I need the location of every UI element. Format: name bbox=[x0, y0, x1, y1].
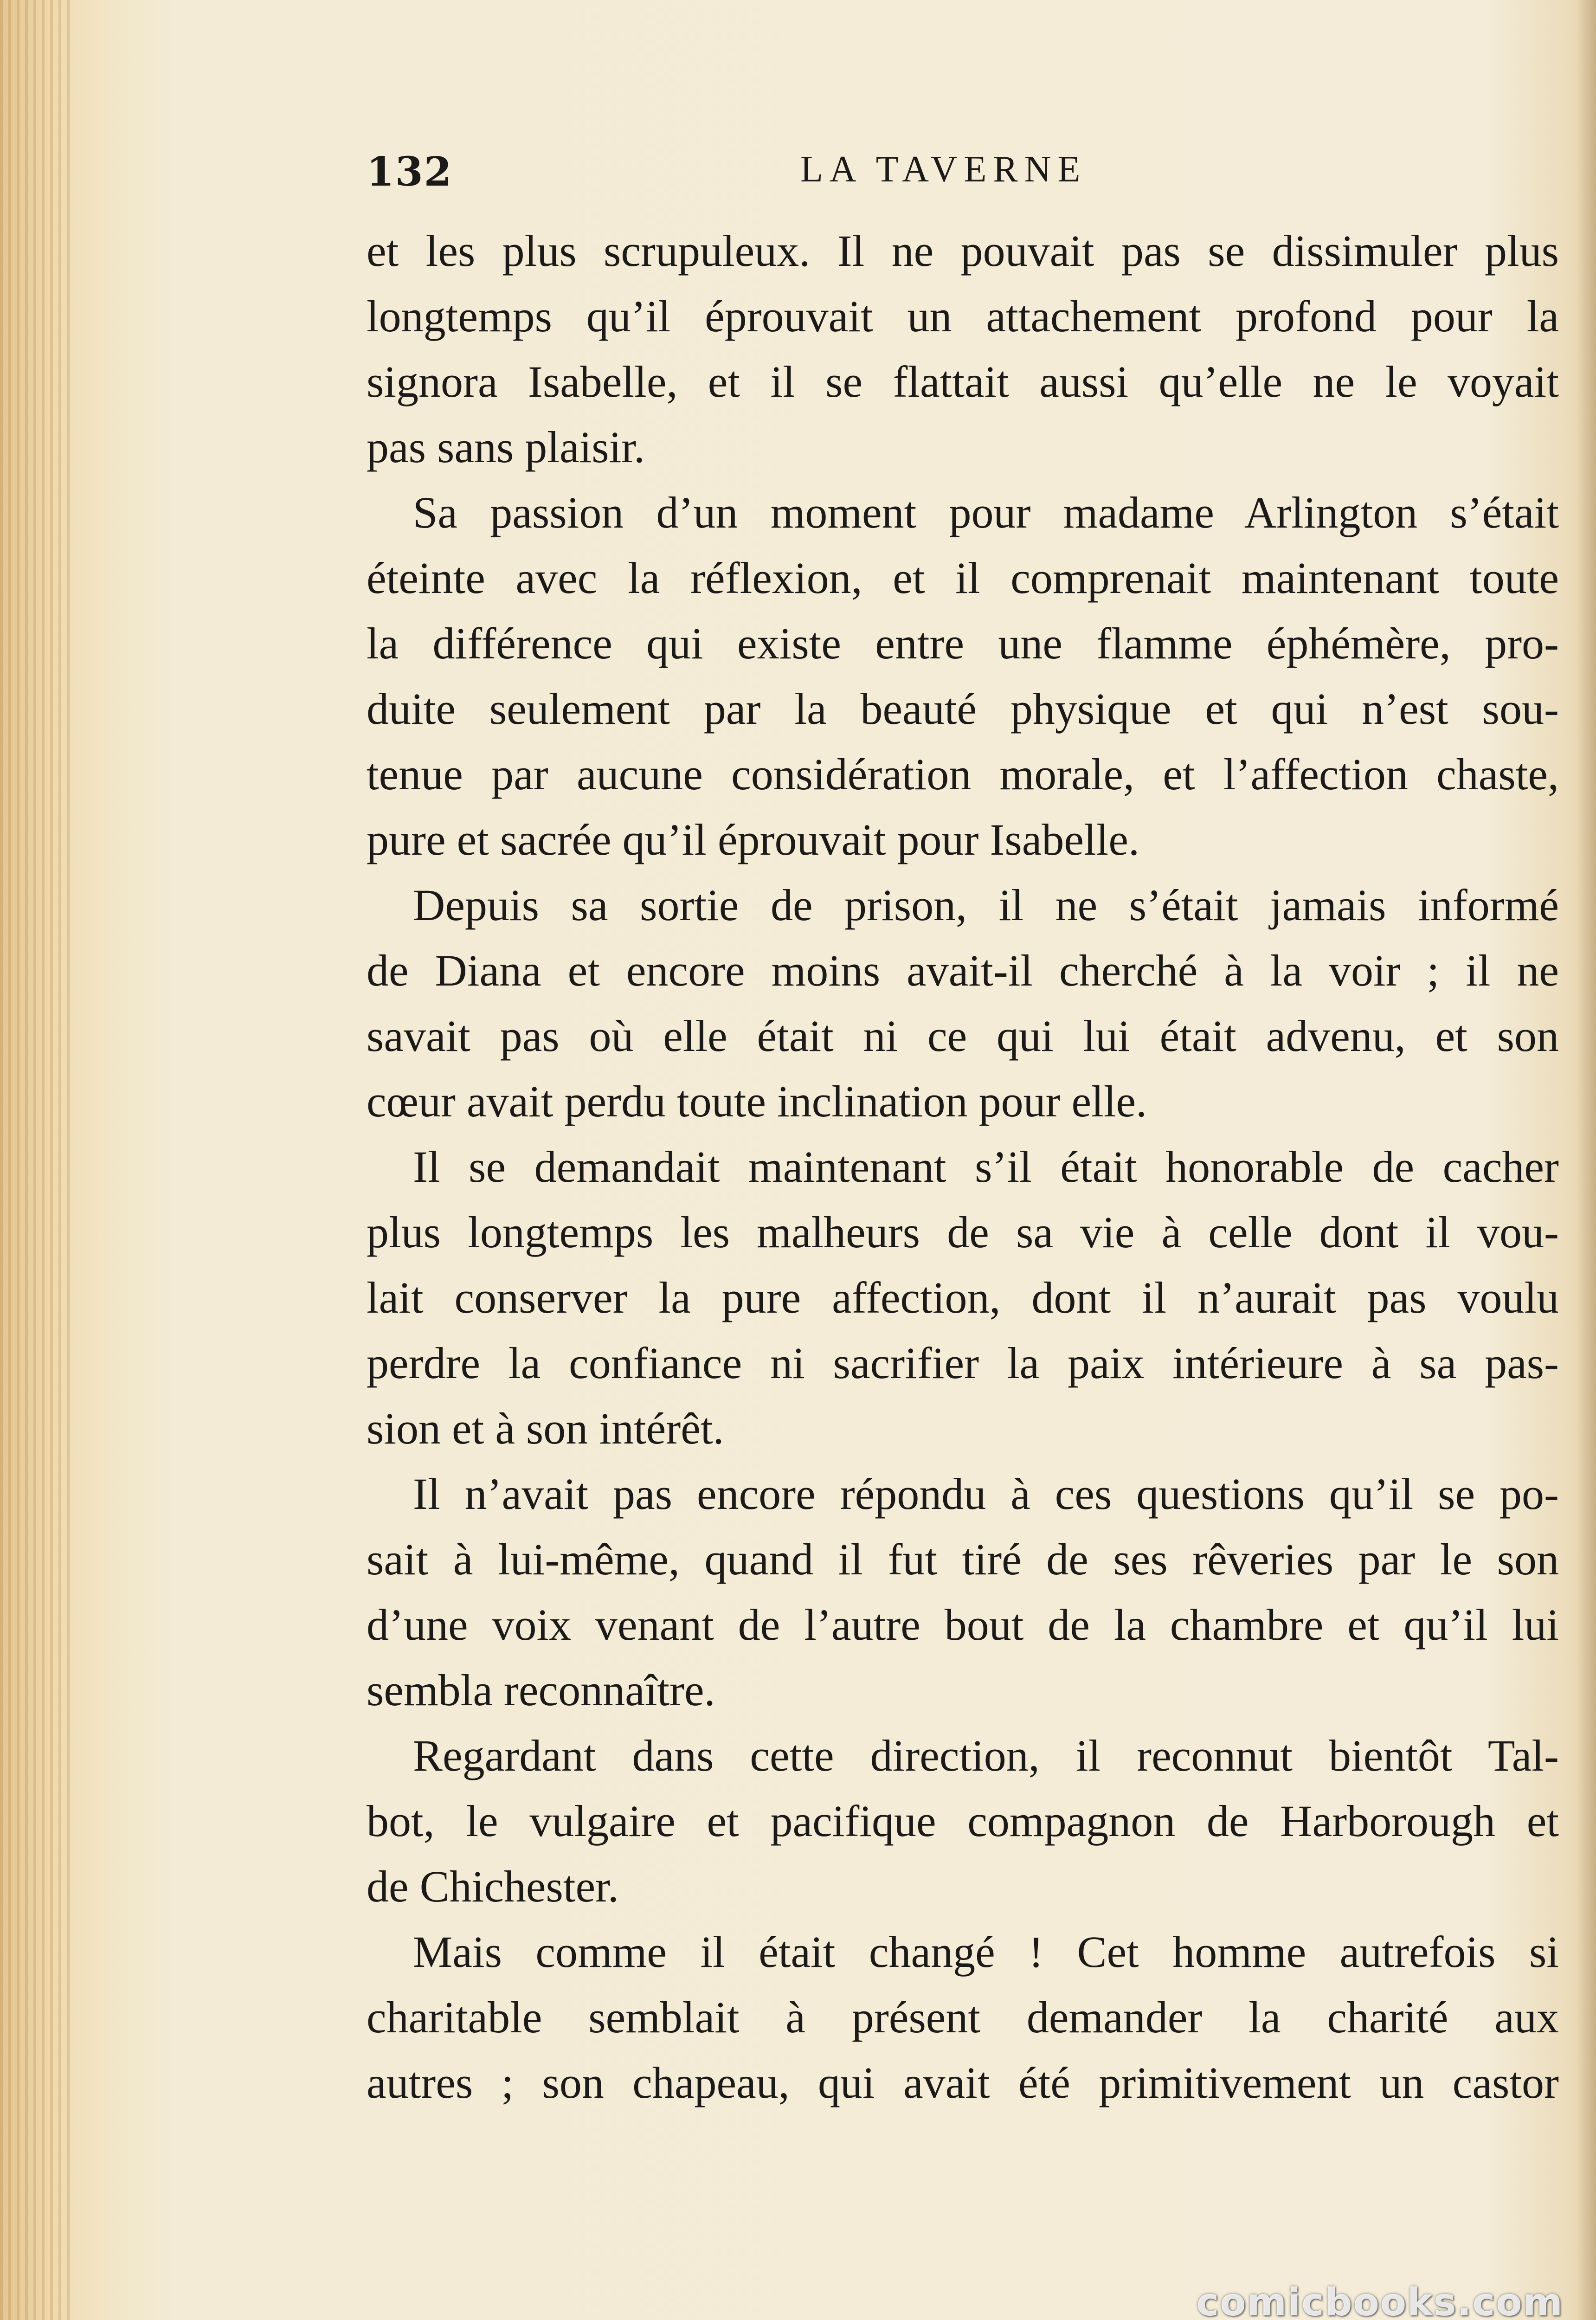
text-line: Regardant dans cette direction, il reconnut bientôt Tal- bbox=[413, 1731, 1559, 1780]
running-head: LA TAVERNE bbox=[800, 149, 1087, 190]
text-line: de Diana et encore moins avait-il cherché à la voir ; il ne bbox=[367, 946, 1559, 995]
text-line: sion et à son intérêt. bbox=[367, 1404, 724, 1453]
text-line: lait conserver la pure affection, dont il n’aurait pas voulu bbox=[367, 1273, 1559, 1322]
text-line: d’une voix venant de l’autre bout de la chambre et qu’il lui bbox=[367, 1600, 1559, 1650]
text-line: sait à lui-même, quand il fut tiré de ses rêveries par le son bbox=[367, 1534, 1559, 1584]
text-line: longtemps qu’il éprouvait un attachement profond pour la bbox=[367, 291, 1559, 341]
text-line: pure et sacrée qu’il éprouvait pour Isabelle. bbox=[367, 815, 1139, 864]
text-line: Depuis sa sortie de prison, il ne s’était jamais informé bbox=[413, 880, 1559, 930]
text-line: sembla reconnaître. bbox=[367, 1665, 715, 1715]
text-line: et les plus scrupuleux. Il ne pouvait pas se dissimuler plus bbox=[367, 226, 1559, 276]
text-line: Il n’avait pas encore répondu à ces questions qu’il se po- bbox=[413, 1469, 1559, 1519]
text-line: plus longtemps les malheurs de sa vie à celle dont il vou- bbox=[367, 1207, 1559, 1257]
text-line: bot, le vulgaire et pacifique compagnon de Harborough et bbox=[367, 1796, 1559, 1846]
text-line: charitable semblait à présent demander la charité aux bbox=[367, 1992, 1559, 2042]
text-line: pas sans plaisir. bbox=[367, 422, 645, 472]
text-line: autres ; son chapeau, qui avait été primitivement un castor bbox=[367, 2058, 1559, 2107]
text-line: Il se demandait maintenant s’il était honorable de cacher bbox=[413, 1142, 1559, 1192]
page-header bbox=[367, 139, 1573, 204]
text-line: savait pas où elle était ni ce qui lui était advenu, et son bbox=[367, 1011, 1559, 1061]
page-number: 132 bbox=[367, 148, 453, 195]
text-line: perdre la confiance ni sacrifier la paix intérieure à sa pas- bbox=[367, 1338, 1559, 1388]
text-line: duite seulement par la beauté physique et qui n’est sou- bbox=[367, 684, 1559, 734]
text-line: tenue par aucune considération morale, et l’affection chaste, bbox=[367, 749, 1559, 799]
text-line: Mais comme il était changé ! Cet homme autrefois si bbox=[413, 1927, 1559, 1977]
page-right-edge bbox=[1577, 0, 1596, 2320]
text-line: de Chichester. bbox=[367, 1862, 619, 1911]
text-line: Sa passion d’un moment pour madame Arlington s’était bbox=[413, 488, 1559, 537]
text-line: éteinte avec la réflexion, et il comprenait maintenant toute bbox=[367, 553, 1559, 603]
text-line: signora Isabelle, et il se flattait aussi qu’elle ne le voyait bbox=[367, 357, 1559, 406]
watermark: comicbooks.com bbox=[1196, 2281, 1564, 2320]
text-line: cœur avait perdu toute inclination pour elle. bbox=[367, 1076, 1147, 1126]
text-line: la différence qui existe entre une flamme éphémère, pro- bbox=[367, 619, 1559, 668]
page-left-edge bbox=[0, 0, 70, 2320]
body-text bbox=[367, 218, 1559, 2115]
